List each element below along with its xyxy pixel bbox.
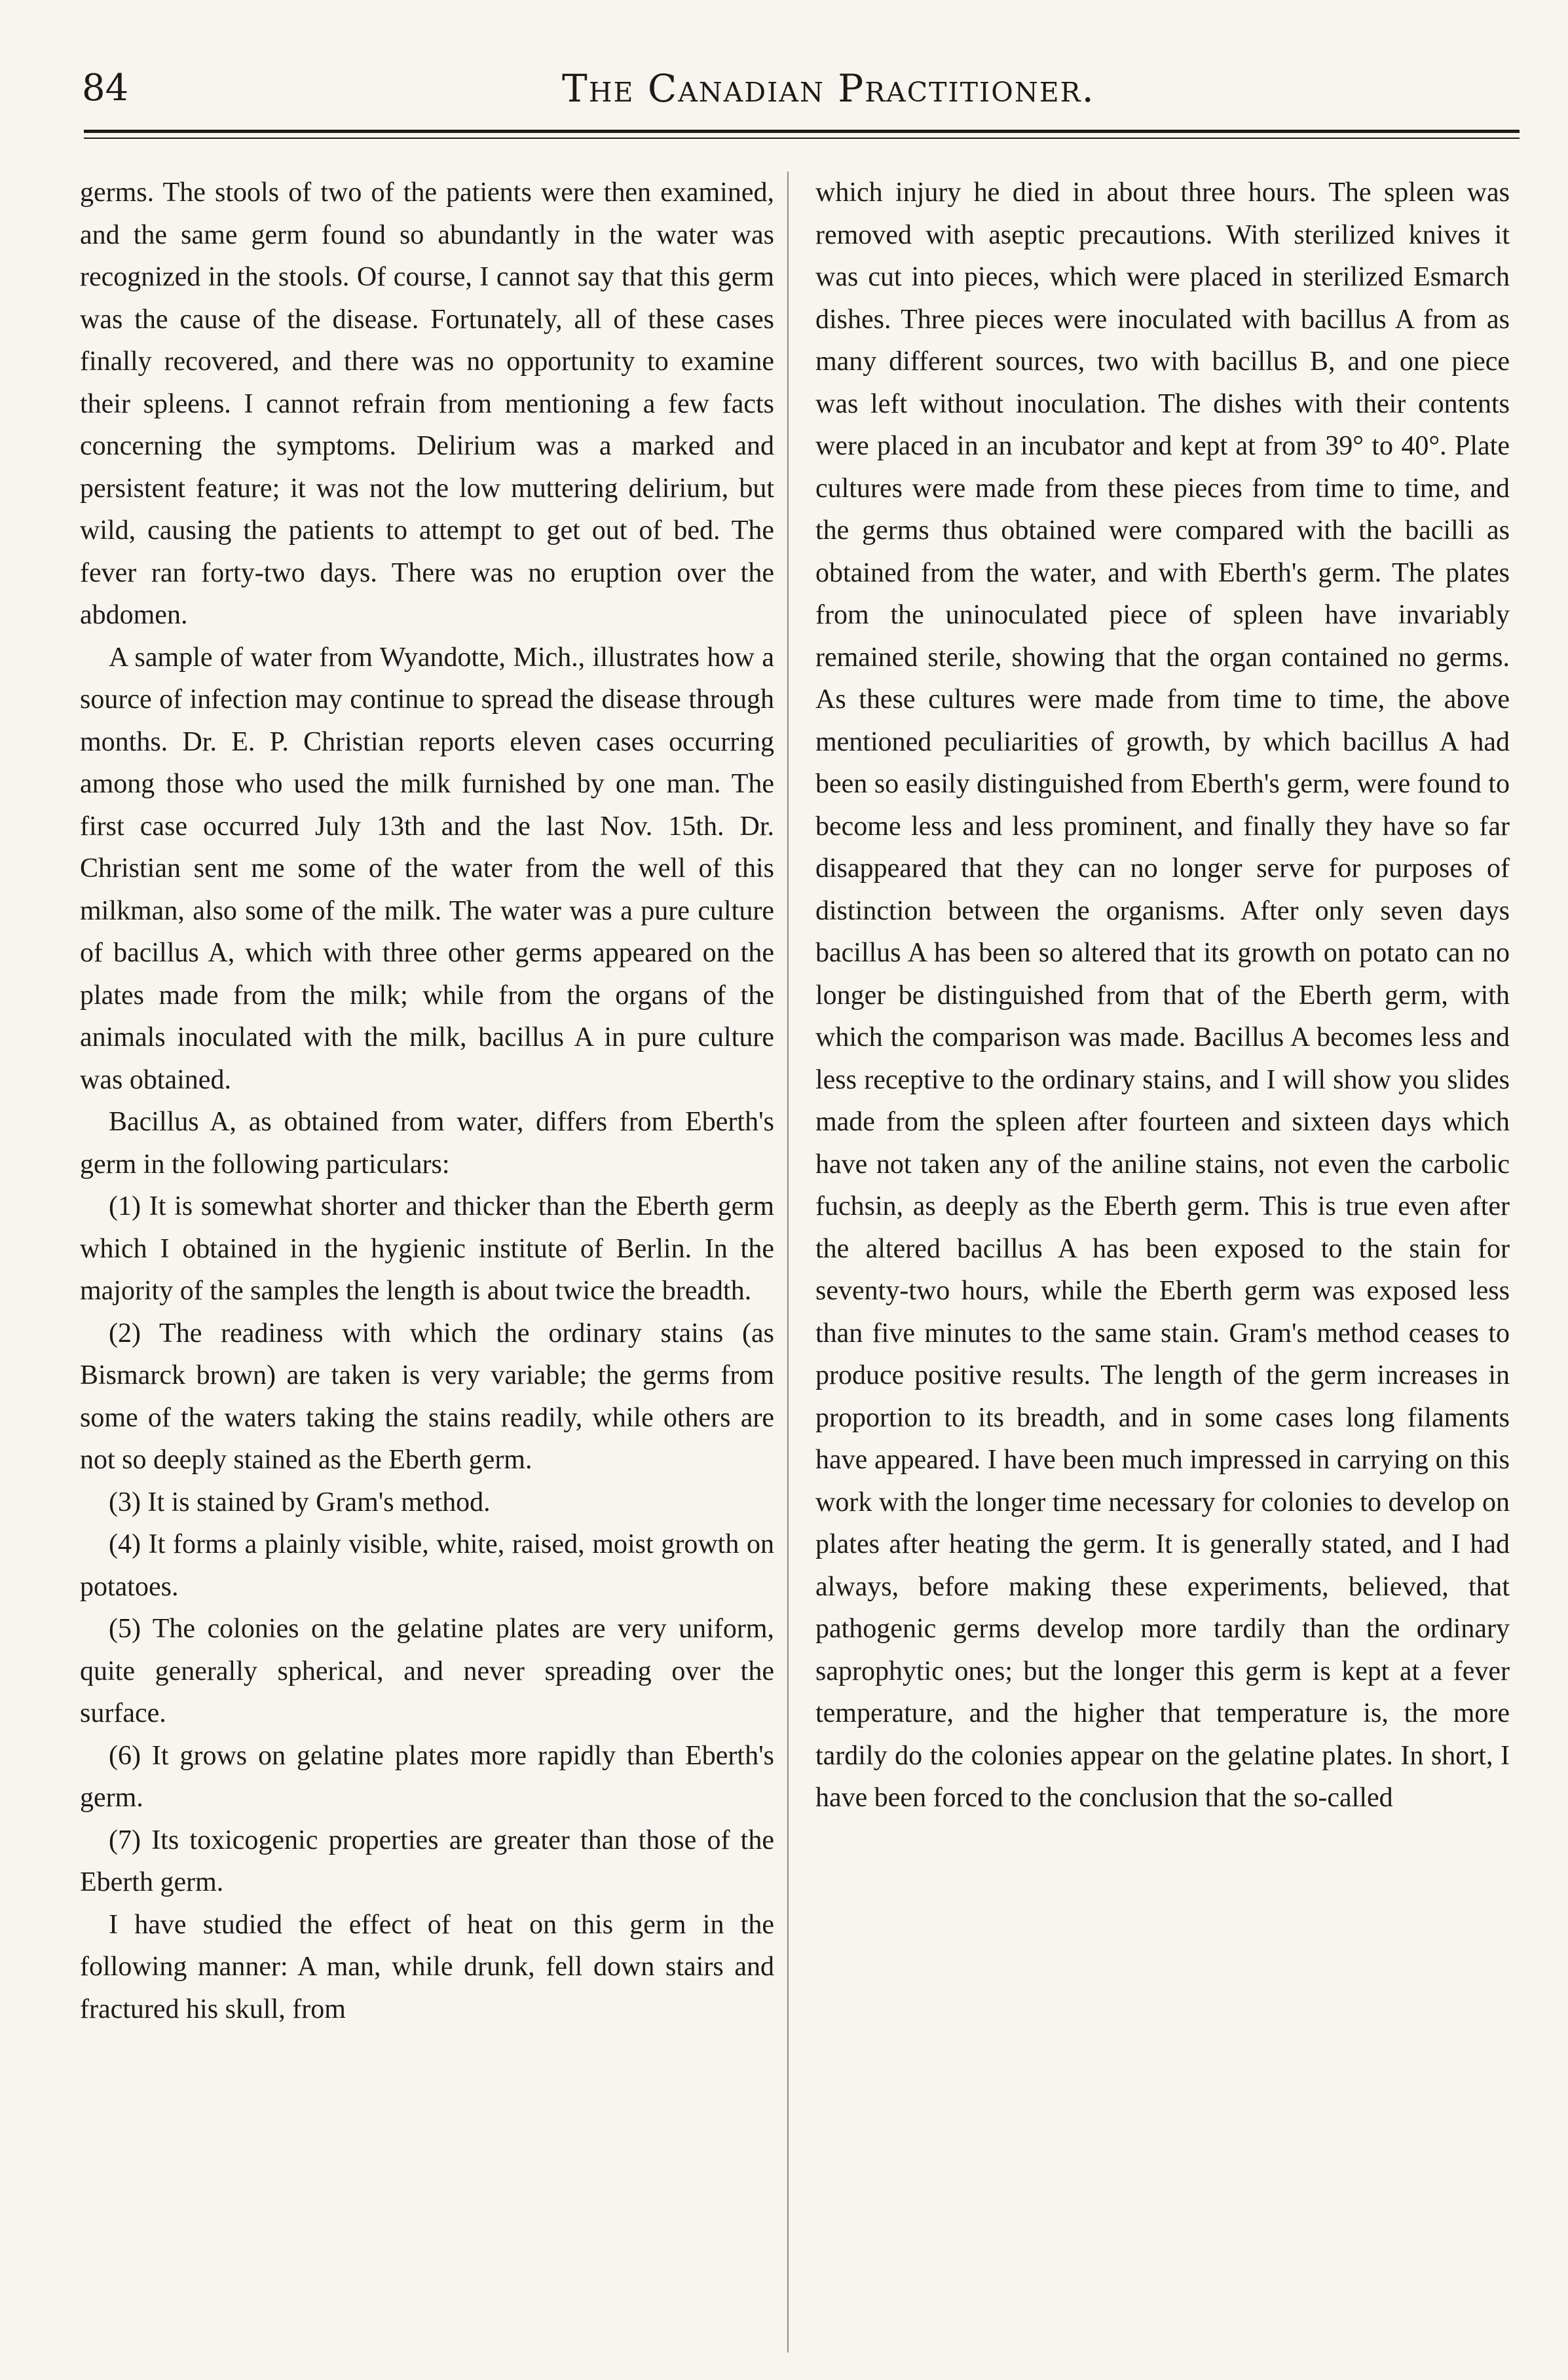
right-column xyxy=(815,172,1510,1819)
running-title: The Canadian Practitioner. xyxy=(562,66,1095,111)
header-rule-thin xyxy=(84,138,1520,139)
header-rule xyxy=(84,130,1520,133)
list-item: (7) Its toxicogenic properties are greater than those of the Eberth germ. xyxy=(80,1825,774,1897)
page-number: 84 xyxy=(82,67,129,109)
paragraph: A sample of water from Wyandotte, Mich., illustrates how a source of infection may continue to spread the disease through months. Dr. E. P. Christian reports eleven cases occurring among those who used the milk furnished by one man. The first case occurred July 13th and the last Nov. 15th. Dr. Christian sent me some of the water from the well of this milkman, also some of the milk. The water was a pure culture of bacillus A, which with three other germs appeared on the plates made from the milk; while from the organs of the animals inoculated with the milk, bacillus A in pure culture was obtained. xyxy=(80,642,774,1095)
paragraph: which injury he died in about three hours. The spleen was removed with aseptic precautions. With sterilized knives it was cut into pieces, which were placed in sterilized Esmarch dishes. Three pieces were inoculated with bacillus A from as many different sources, two with bacillus B, and one piece was left without inoculation. The dishes with their contents were placed in an incubator and kept at from 39° to 40°. Plate cultures were made from these pieces from time to time, and the germs thus obtained were compared with the bacilli as obtained from the water, and with Eberth's germ. The plates from the uninoculated piece of spleen have invariably remained sterile, showing that the organ contained no germs. As these cultures were made from time to time, the above mentioned peculiarities of growth, by which bacillus A had been so easily distinguished from Eberth's germ, were found to become less and less prominent, and finally they have so far disappeared that they can no longer serve for purposes of distinction between the organisms. After only seven days bacillus A has been so altered that its growth on potato can no longer be distinguished from that of the Eberth germ, with which the comparison was made. Bacillus A becomes less and less receptive to the ordinary stains, and I will show you slides made from the spleen after fourteen and sixteen days which have not taken any of the aniline stains, not even the carbolic fuchsin, as deeply as the Eberth germ. This is true even after the altered bacillus A has been exposed to the stain for seventy-two hours, while the Eberth germ was exposed less than five minutes to the same stain. Gram's method ceases to produce positive results. The length of the germ increases in proportion to its breadth, and in some cases long filaments have appeared. I have been much impressed in carrying on this work with the longer time necessary for colonies to develop on plates after heating the germ. It is generally stated, and I had always, before making these experiments, believed, that pathogenic germs develop more tardily than the ordinary saprophytic ones; but the longer this germ is kept at a fever temperature, and the higher that temperature is, the more tardily do the colonies appear on the gelatine plates. In short, I have been forced to the conclusion that the so-called xyxy=(815,177,1510,1813)
paragraph: germs. The stools of two of the patients were then examined, and the same germ found so abundantly in the water was recognized in the stools. Of course, I cannot say that this germ was the cause of the disease. Fortunately, all of these cases finally recovered, and there was no opportunity to examine their spleens. I cannot refrain from mentioning a few facts concerning the symptoms. Delirium was a marked and persistent feature; it was not the low muttering delirium, but wild, causing the patients to attempt to get out of bed. The fever ran forty-two days. There was no eruption over the abdomen. xyxy=(80,177,774,630)
list-item: (6) It grows on gelatine plates more rapidly than Eberth's germ. xyxy=(80,1740,774,1813)
list-item: (3) It is stained by Gram's method. xyxy=(109,1487,491,1517)
list-item: (4) It forms a plainly visible, white, raised, moist growth on potatoes. xyxy=(80,1529,774,1602)
paragraph: Bacillus A, as obtained from water, differs from Eberth's germ in the following particulars: xyxy=(80,1107,774,1180)
left-column xyxy=(80,172,774,2030)
paragraph: I have studied the effect of heat on this germ in the following manner: A man, while drunk, fell down stairs and fractured his skull, from xyxy=(80,1909,774,2024)
list-item: (5) The colonies on the gelatine plates are very uniform, quite generally spherical, and never spreading over the surface. xyxy=(80,1614,774,1728)
list-item: (1) It is somewhat shorter and thicker than the Eberth germ which I obtained in the hygienic institute of Berlin. In the majority of the samples the length is about twice the breadth. xyxy=(80,1191,774,1306)
page-header xyxy=(82,62,1523,121)
column-divider xyxy=(787,172,789,2352)
list-item: (2) The readiness with which the ordinary stains (as Bismarck brown) are taken is very variable; the germs from some of the waters taking the stains readily, while others are not so deeply stained as the Eberth germ. xyxy=(80,1318,774,1475)
